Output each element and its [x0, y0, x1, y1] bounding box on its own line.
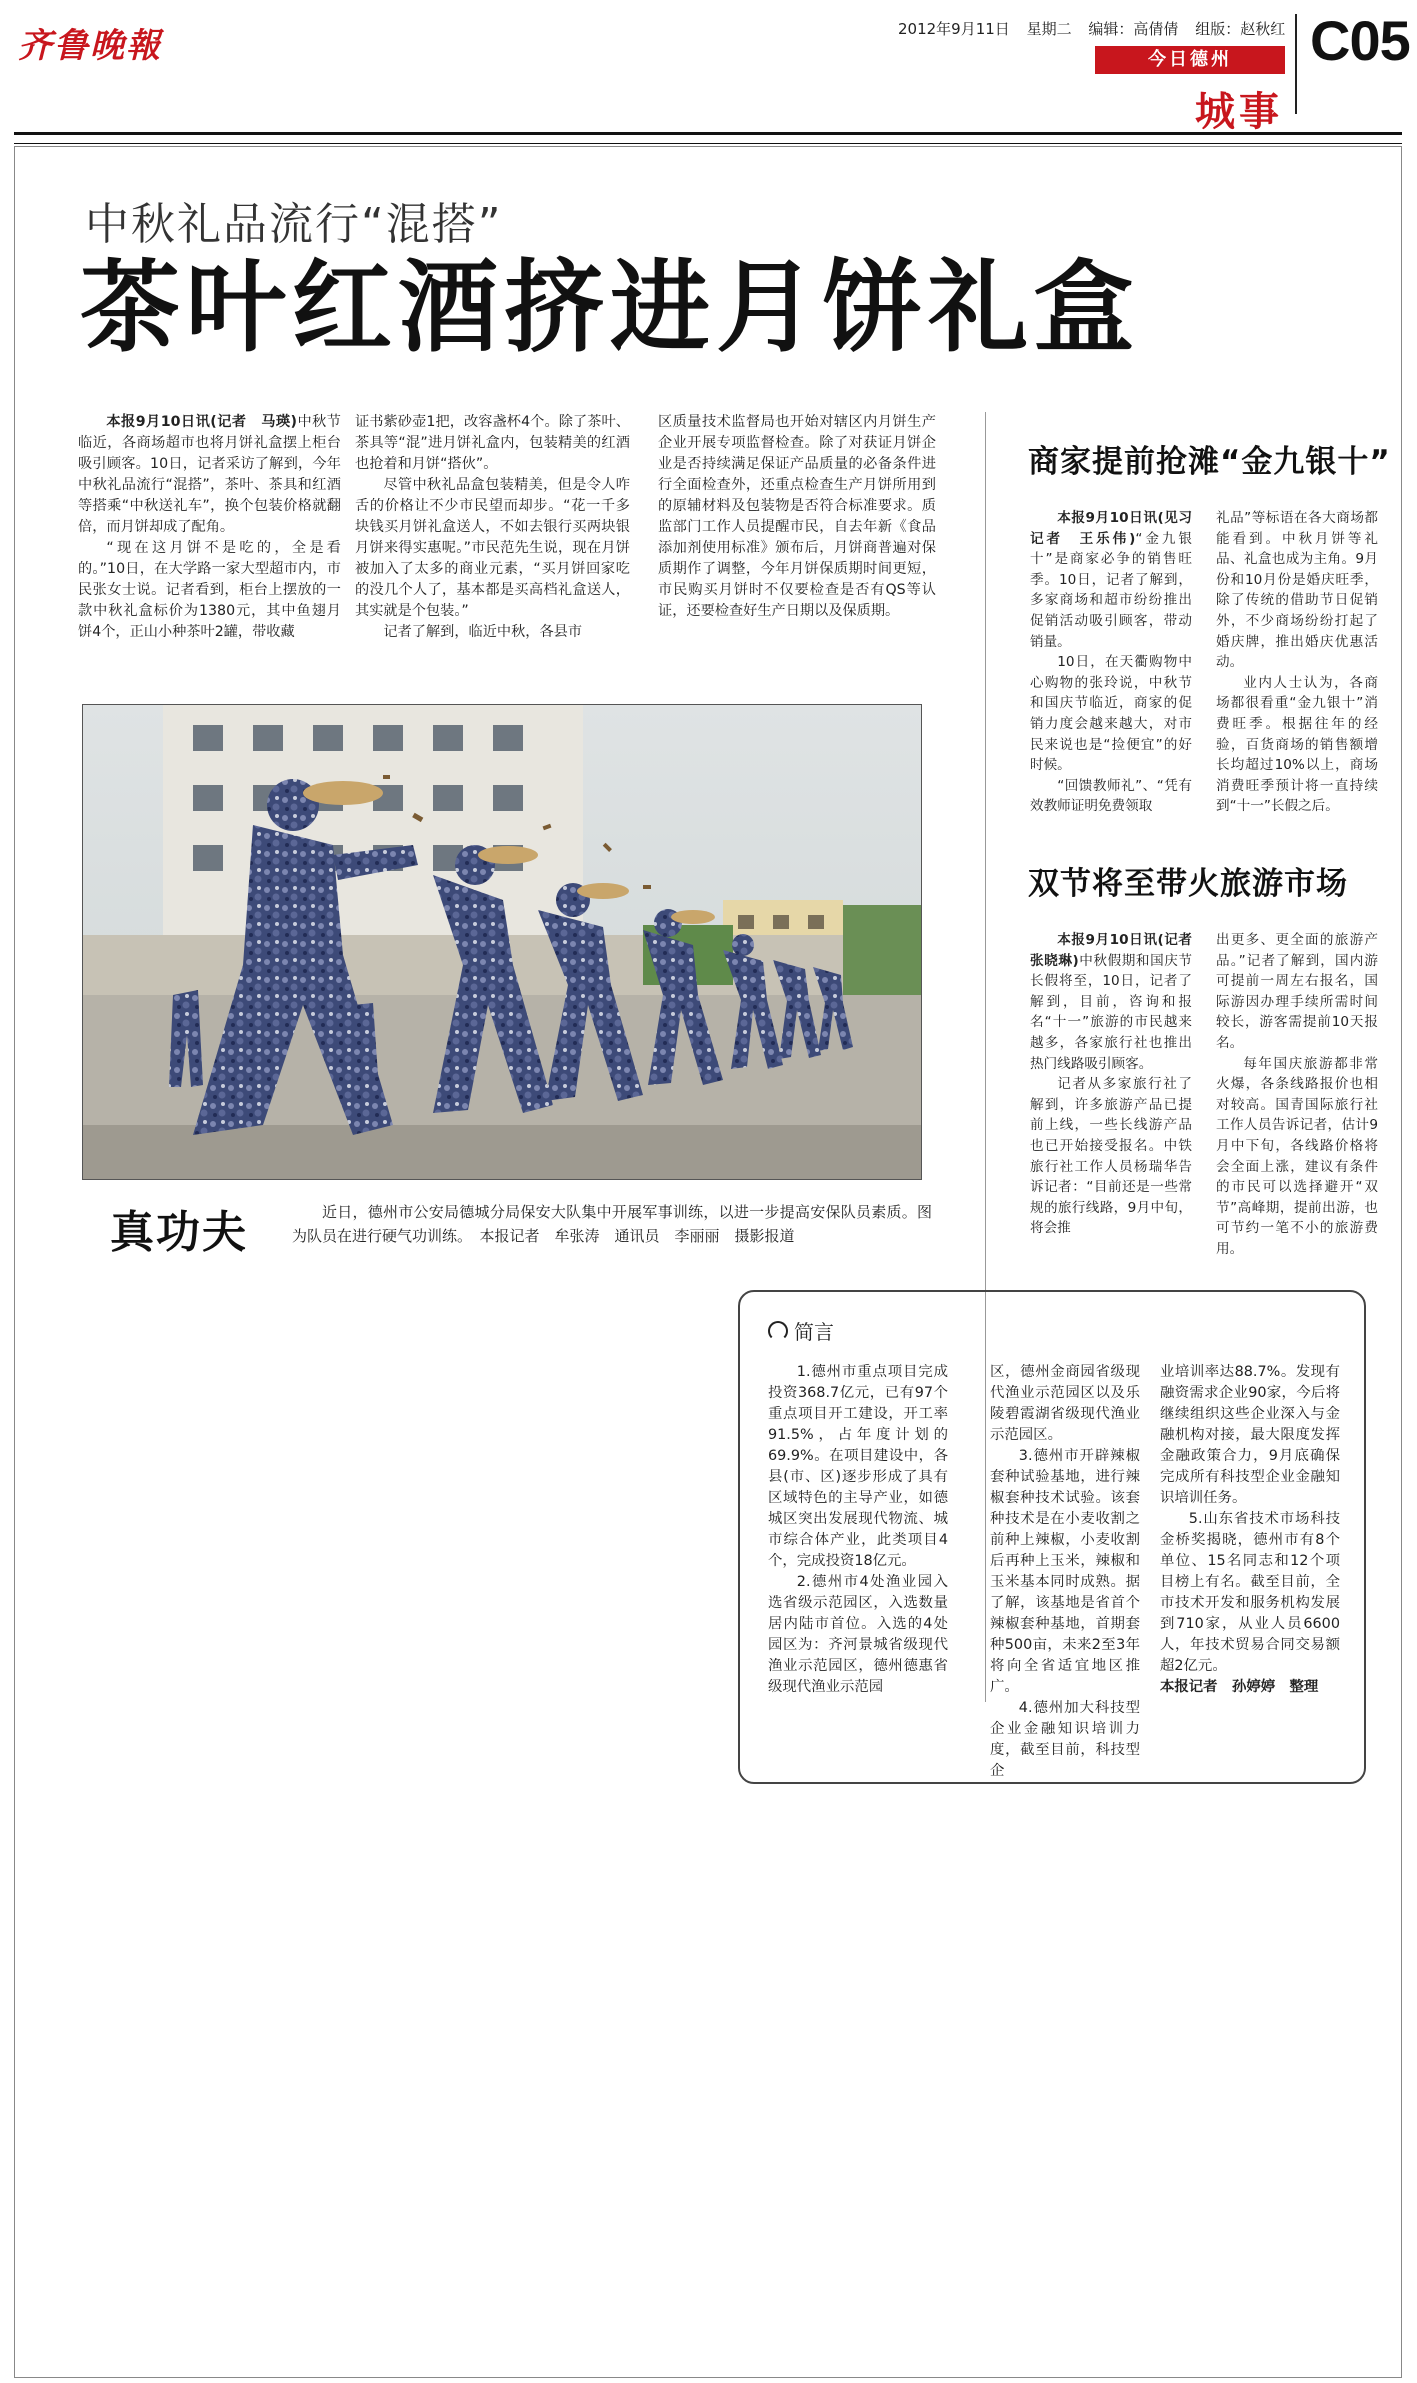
header-rule	[14, 132, 1402, 144]
paragraph	[1030, 508, 1192, 652]
paragraph	[768, 1572, 948, 1698]
paragraph-text: 本报记者 孙婷婷 整理	[1160, 1679, 1319, 1695]
paragraph	[1216, 508, 1378, 673]
briefs-title	[768, 1316, 834, 1345]
paragraph-text: 区，德州金商园省级现代渔业示范园区以及乐陵碧霞湖省级现代渔业示范园区。	[990, 1364, 1140, 1443]
paragraph	[1030, 776, 1192, 817]
story2-column-2	[1216, 930, 1378, 1260]
editor-credit: 编辑：高倩倩	[1088, 20, 1179, 38]
paragraph	[990, 1362, 1140, 1446]
layout-credit: 组版：赵秋红	[1195, 20, 1286, 38]
article-headline: 茶叶红酒挤进月饼礼盒	[80, 248, 1140, 366]
paragraph-text: 中秋假期和国庆节长假将至，10日，记者了解到，目前，咨询和报名“十一”旅游的市民越来越多，各家旅行社也推出热门线路吸引顾客。	[1030, 952, 1192, 1072]
paragraph-text: 10日，在天衢购物中心购物的张玲说，中秋节和国庆节临近，商家的促销力度会越来越大，对市民来说也是“捡便宜”的好时候。	[1030, 654, 1192, 774]
briefs-bullet-icon	[768, 1321, 788, 1341]
paragraph	[1030, 652, 1192, 776]
paragraph	[990, 1446, 1140, 1698]
paragraph-text: 业培训率达88.7%。发现有融资需求企业90家，今后将继续组织这些企业深入与金融机构对接，最大限度发挥金融政策合力，9月底确保完成所有科技型企业金融知识培训任务。	[1160, 1364, 1340, 1506]
paragraph-text: 4.德州加大科技型企业金融知识培训力度，截至目前，科技型企	[990, 1700, 1140, 1779]
paragraph	[1216, 1054, 1378, 1260]
story2-column-1	[1030, 930, 1206, 1239]
story-headline-golden-season: 商家提前抢滩“金九银十”	[1028, 444, 1391, 480]
paragraph	[990, 1698, 1140, 1782]
paragraph-text: 2.德州市4处渔业园入选省级示范园区，入选数量居内陆市首位。入选的4处园区为：齐河景城省级现代渔业示范园区，德州德惠省级现代渔业示范园	[768, 1574, 948, 1695]
byline: 本报9月10日讯(见习记者 王乐伟)	[1030, 510, 1192, 547]
photo-caption-text: 近日，德州市公安局德城分局保安大队集中开展军事训练，以进一步提高安保队员素质。图为队员在进行硬气功训练。 本报记者 牟张涛 通讯员 李丽丽 摄影报道	[292, 1203, 932, 1245]
paragraph-text: 区质量技术监督局也开始对辖区内月饼生产企业开展专项监督检查。除了对获证月饼企业是否持续满足保证产品质量的必备条件进行全面检查外，还重点检查生产月饼所用到的原辅材料及包装物是否符合标准要求。质监部门工作人员提醒市民，自去年新《食品添加剂使用标准》颁布后，月饼商普遍对保质期作了调整，今年月饼保质期时间更短，市民购买月饼时不仅要检查是否有QS等认证，还要检查好生产日期以及保质期。	[658, 414, 936, 619]
paragraph-text: 3.德州市开辟辣椒套种试验基地，进行辣椒套种技术试验。该套种技术是在小麦收割之前种上辣椒，小麦收割后再种上玉米，辣椒和玉米基本同时成熟。据了解，该基地是省首个辣椒套种基地，首期套种500亩，未来2至3年将向全省适宜地区推广。	[990, 1448, 1140, 1695]
paragraph	[1216, 673, 1378, 817]
article-column-1	[78, 412, 341, 643]
paragraph-text: 1.德州市重点项目完成投资368.7亿元，已有97个重点项目开工建设，开工率91.5%，占年度计划的69.9%。在项目建设中，各县(市、区)逐步形成了具有区域特色的主导产业，如德城区突出发展现代物流、城市综合体产业，此类项目4个，完成投资18亿元。	[768, 1364, 948, 1569]
paragraph	[78, 412, 341, 538]
byline: 本报9月10日讯(记者 马瑛)	[106, 414, 297, 430]
paragraph	[1160, 1509, 1340, 1677]
paragraph	[1160, 1677, 1340, 1698]
paragraph-text: “回馈教师礼”、“凭有效教师证明免费领取	[1030, 777, 1192, 815]
paragraph	[768, 1362, 948, 1572]
briefs-column-3	[1160, 1362, 1340, 1698]
paragraph	[1030, 930, 1206, 1074]
paragraph-text: 礼品”等标语在各大商场都能看到。中秋月饼等礼品、礼盒也成为主角。9月份和10月份是婚庆旺季，除了传统的借助节日促销外，不少商场纷纷打起了婚庆牌，推出婚庆优惠活动。	[1216, 510, 1378, 671]
paragraph	[355, 622, 630, 643]
header-divider	[1295, 14, 1297, 114]
paragraph	[355, 475, 630, 622]
paragraph-text: “现在这月饼不是吃的，全是看的。”10日，在大学路一家大型超市内，市民张女士说。记者看到，柜台上摆放的一款中秋礼盒标价为1380元，其中鱼翅月饼4个，正山小种茶叶2罐，带收藏	[78, 540, 341, 640]
paragraph-text: “金九银十”是商家必争的销售旺季。10日，记者了解到，多家商场和超市纷纷推出促销活动吸引顾客，带动销量。	[1030, 530, 1192, 650]
paragraph-text: 业内人士认为，各商场都很看重“金九银十”消费旺季。根据往年的经验，百货商场的销售额增长均超过10%以上，商场消费旺季预计将一直持续到“十一”长假之后。	[1216, 674, 1378, 815]
paragraph-text: 尽管中秋礼品盒包装精美，但是令人咋舌的价格让不少市民望而却步。“花一千多块钱买月饼礼盒送人，不如去银行买两块银月饼来得实惠呢。”市民范先生说，现在月饼被加入了太多的商业元素，“买月饼回家吃的没几个人了，基本都是买高档礼盒送人，其实就是个包装。”	[355, 477, 630, 619]
section-name: 城事	[1195, 88, 1283, 135]
byline: 本报9月10日讯(记者 张晓琳)	[1030, 932, 1206, 969]
masthead-logo: 齐鲁晚報	[18, 26, 162, 66]
story1-column-2	[1216, 508, 1378, 817]
article-column-3	[658, 412, 936, 622]
article-column-2	[355, 412, 630, 643]
paragraph-text: 每年国庆旅游都非常火爆，各条线路报价也相对较高。国青国际旅行社工作人员告诉记者，估计9月中下旬，各线路价格将会全面上涨，建议有条件的市民可以选择避开“双节”高峰期，提前出游，也可节约一笔不小的旅游费用。	[1216, 1055, 1378, 1257]
paragraph-text: 中秋节临近，各商场超市也将月饼礼盒摆上柜台吸引顾客。10日，记者采访了解到，今年中秋礼品流行“混搭”，茶叶、茶具和红酒等搭乘“中秋送礼车”，换个包装价格就翻倍，而月饼却成了配角。	[78, 414, 341, 535]
paragraph-text: 记者从多家旅行社了解到，许多旅游产品已提前上线，一些长线游产品也已开始接受报名。中铁旅行社工作人员杨瑞华告诉记者：“目前还是一些常规的旅行线路，9月中旬，将会推	[1030, 1076, 1192, 1237]
paragraph	[355, 412, 630, 475]
paragraph	[658, 412, 936, 622]
issue-date: 2012年9月11日	[898, 20, 1010, 38]
paragraph-text: 出更多、更全面的旅游产品。”记者了解到，国内游可提前一周左右报名，国际游因办理手续所需时间较长，游客需提前10天报名。	[1216, 932, 1378, 1051]
news-photo-training	[82, 704, 922, 1180]
briefs-column-1	[768, 1362, 948, 1698]
photo-caption-title: 真功夫	[110, 1207, 248, 1258]
paragraph	[78, 538, 341, 643]
briefs-column-2	[990, 1362, 1140, 1782]
briefs-title-text: 简言	[794, 1320, 834, 1344]
section-tag: 今日德州	[1095, 46, 1285, 74]
paragraph	[1216, 930, 1378, 1054]
article-kicker: 中秋礼品流行“混搭”	[85, 199, 503, 250]
story-headline-tourism: 双节将至带火旅游市场	[1028, 866, 1348, 902]
photo-illustration	[83, 705, 922, 1180]
paragraph-text: 记者了解到，临近中秋，各县市	[383, 624, 583, 640]
issue-weekday: 星期二	[1026, 20, 1072, 38]
paragraph-text: 证书紫砂壶1把，改容盏杯4个。除了茶叶、茶具等“混”进月饼礼盒内，包装精美的红酒也抢着和月饼“搭伙”。	[355, 414, 630, 472]
story1-column-1	[1030, 508, 1192, 817]
page-number: C05	[1310, 9, 1410, 72]
header-info	[898, 18, 1297, 39]
paragraph	[1030, 1074, 1192, 1239]
paragraph-text: 5.山东省技术市场科技金桥奖揭晓，德州市有8个单位、15名同志和12个项目榜上有名。截至目前，全市技术开发和服务机构发展到710家，从业人员6600人，年技术贸易合同交易额超2亿元。	[1160, 1511, 1340, 1674]
paragraph	[1160, 1362, 1340, 1509]
